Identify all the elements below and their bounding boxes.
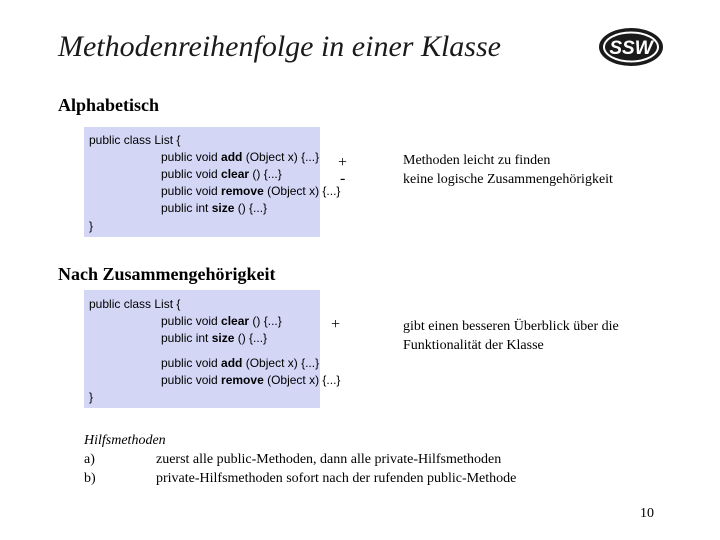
note-alpha-con: keine logische Zusammengehörigkeit — [403, 172, 613, 187]
code-line-add: public void add (Object x) {...} — [161, 356, 320, 370]
helper-item-label-b: b) — [84, 471, 96, 486]
code-line-clear: public void clear () {...} — [161, 167, 282, 181]
section-heading-alphabetical: Alphabetisch — [58, 95, 160, 115]
note-group-line-2: Funktionalität der Klasse — [403, 338, 544, 353]
helper-title: Hilfsmethoden — [84, 433, 166, 448]
page-number: 10 — [640, 506, 654, 521]
helper-item-label-a: a) — [84, 452, 95, 467]
code-open-line: public class List { — [89, 297, 181, 311]
note-group-line-1: gibt einen besseren Überblick über die — [403, 319, 619, 334]
code-line-remove: public void remove (Object x) {...} — [161, 373, 341, 387]
plus-marker: + — [338, 154, 348, 171]
code-close-line: } — [89, 390, 94, 404]
helper-item-text-b: private-Hilfsmethoden sofort nach der rufenden public-Methode — [156, 471, 517, 486]
minus-marker: - — [340, 170, 346, 187]
slide-title: Methodenreihenfolge in einer Klasse — [58, 30, 501, 63]
section-heading-grouped: Nach Zusammengehörigkeit — [58, 264, 276, 284]
code-line-size: public int size () {...} — [161, 331, 268, 345]
code-open-line: public class List { — [89, 133, 181, 147]
logo-text: SSW — [609, 38, 653, 59]
code-line-size: public int size () {...} — [161, 201, 268, 215]
note-alpha-pro: Methoden leicht zu finden — [403, 153, 551, 168]
helper-item-text-a: zuerst alle public-Methoden, dann alle private-Hilfsmethoden — [156, 452, 502, 467]
code-line-remove: public void remove (Object x) {...} — [161, 184, 341, 198]
ssw-logo — [598, 26, 668, 68]
plus-marker: + — [331, 316, 341, 333]
code-line-clear: public void clear () {...} — [161, 314, 282, 328]
code-close-line: } — [89, 219, 94, 233]
code-line-add: public void add (Object x) {...} — [161, 150, 320, 164]
